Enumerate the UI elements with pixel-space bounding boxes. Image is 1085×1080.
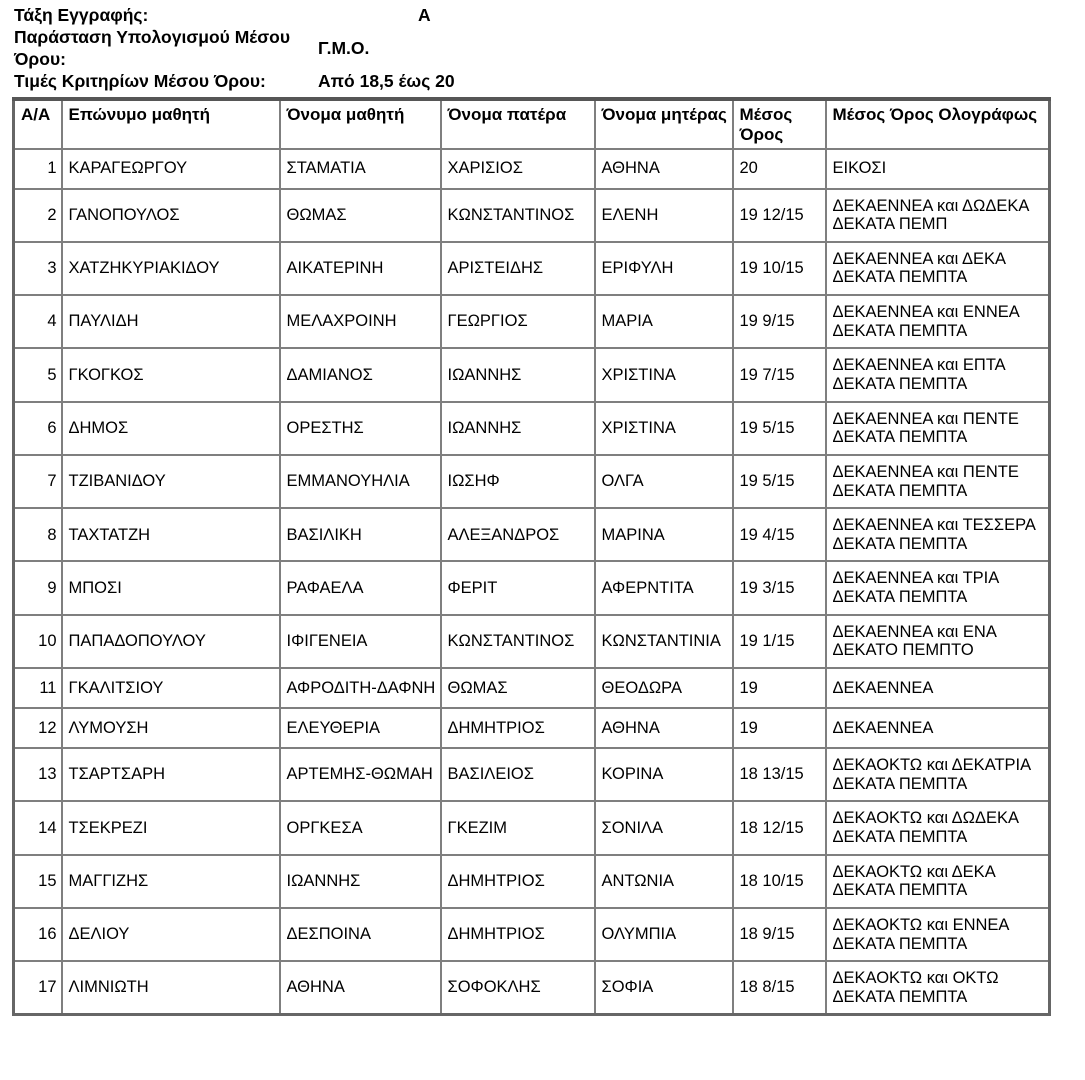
- mother-name-cell: ΧΡΙΣΤΙΝΑ: [595, 402, 733, 455]
- average-cell: 20: [733, 149, 826, 189]
- mother-name-cell: ΣΟΝΙΛΑ: [595, 801, 733, 854]
- mother-name-cell: ΑΦΕΡΝΤΙΤΑ: [595, 561, 733, 614]
- average-cell: 19 9/15: [733, 295, 826, 348]
- average-cell: 18 8/15: [733, 961, 826, 1015]
- average-cell: 19: [733, 668, 826, 708]
- student-name-cell: ΑΙΚΑΤΕΡΙΝΗ: [280, 242, 441, 295]
- average-words-cell: ΕΙΚΟΣΙ: [826, 149, 1050, 189]
- mother-name-cell: ΣΟΦΙΑ: [595, 961, 733, 1015]
- surname-cell: ΓΚΟΓΚΟΣ: [62, 348, 280, 401]
- average-words-cell: ΔΕΚΑΟΚΤΩ και ΕΝΝΕΑ ΔΕΚΑΤΑ ΠΕΜΠΤΑ: [826, 908, 1050, 961]
- surname-cell: ΛΥΜΟΥΣΗ: [62, 708, 280, 748]
- table-body: [14, 149, 1050, 1015]
- surname-cell: ΤΖΙΒΑΝΙΔΟΥ: [62, 455, 280, 508]
- criteria-range-label: Τιμές Κριτηρίων Μέσου Όρου:: [14, 70, 266, 91]
- table-row: [14, 348, 1050, 401]
- row-number-cell: 11: [14, 668, 62, 708]
- average-words-cell: ΔΕΚΑΕΝΝΕΑ και ΕΝΑ ΔΕΚΑΤΟ ΠΕΜΠΤΟ: [826, 615, 1050, 668]
- row-number-cell: 10: [14, 615, 62, 668]
- average-formula-label: Παράσταση Υπολογισμού Μέσου Όρου:: [14, 26, 291, 69]
- average-formula-value: Γ.Μ.Ο.: [318, 37, 370, 58]
- table-row: [14, 908, 1050, 961]
- father-name-cell: ΚΩΝΣΤΑΝΤΙΝΟΣ: [441, 615, 595, 668]
- student-name-cell: ΜΕΛΑΧΡΟΙΝΗ: [280, 295, 441, 348]
- average-words-cell: ΔΕΚΑΕΝΝΕΑ και ΤΡΙΑ ΔΕΚΑΤΑ ΠΕΜΠΤΑ: [826, 561, 1050, 614]
- surname-cell: ΓΑΝΟΠΟΥΛΟΣ: [62, 189, 280, 242]
- table-row: [14, 508, 1050, 561]
- col-header-mother-name: Όνομα μητέρας: [595, 99, 733, 149]
- student-name-cell: ΙΦΙΓΕΝΕΙΑ: [280, 615, 441, 668]
- mother-name-cell: ΑΘΗΝΑ: [595, 149, 733, 189]
- registration-class-label: Τάξη Εγγραφής:: [14, 5, 149, 25]
- mother-name-cell: ΑΘΗΝΑ: [595, 708, 733, 748]
- father-name-cell: ΚΩΝΣΤΑΝΤΙΝΟΣ: [441, 189, 595, 242]
- average-words-cell: ΔΕΚΑΕΝΝΕΑ και ΕΠΤΑ ΔΕΚΑΤΑ ΠΕΜΠΤΑ: [826, 348, 1050, 401]
- father-name-cell: ΓΕΩΡΓΙΟΣ: [441, 295, 595, 348]
- table-row: [14, 189, 1050, 242]
- surname-cell: ΧΑΤΖΗΚΥΡΙΑΚΙΔΟΥ: [62, 242, 280, 295]
- table-row: [14, 668, 1050, 708]
- average-words-cell: ΔΕΚΑΟΚΤΩ και ΟΚΤΩ ΔΕΚΑΤΑ ΠΕΜΠΤΑ: [826, 961, 1050, 1015]
- meta-row-registration-class: [14, 5, 1085, 27]
- col-header-surname: Επώνυμο μαθητή: [62, 99, 280, 149]
- average-words-cell: ΔΕΚΑΕΝΝΕΑ και ΔΕΚΑ ΔΕΚΑΤΑ ΠΕΜΠΤΑ: [826, 242, 1050, 295]
- student-name-cell: ΑΦΡΟΔΙΤΗ-ΔΑΦΝΗ: [280, 668, 441, 708]
- mother-name-cell: ΚΟΡΙΝΑ: [595, 748, 733, 801]
- student-name-cell: ΑΘΗΝΑ: [280, 961, 441, 1015]
- mother-name-cell: ΧΡΙΣΤΙΝΑ: [595, 348, 733, 401]
- average-cell: 19 7/15: [733, 348, 826, 401]
- col-header-student-name: Όνομα μαθητή: [280, 99, 441, 149]
- mother-name-cell: ΚΩΝΣΤΑΝΤΙΝΙΑ: [595, 615, 733, 668]
- grades-table: [12, 97, 1051, 1017]
- row-number-cell: 7: [14, 455, 62, 508]
- father-name-cell: ΔΗΜΗΤΡΙΟΣ: [441, 855, 595, 908]
- mother-name-cell: ΕΛΕΝΗ: [595, 189, 733, 242]
- mother-name-cell: ΜΑΡΙΝΑ: [595, 508, 733, 561]
- surname-cell: ΔΕΛΙΟΥ: [62, 908, 280, 961]
- father-name-cell: ΒΑΣΙΛΕΙΟΣ: [441, 748, 595, 801]
- student-name-cell: ΘΩΜΑΣ: [280, 189, 441, 242]
- mother-name-cell: ΑΝΤΩΝΙΑ: [595, 855, 733, 908]
- surname-cell: ΤΣΑΡΤΣΑΡΗ: [62, 748, 280, 801]
- col-header-average: Μέσος Όρος: [733, 99, 826, 149]
- row-number-cell: 4: [14, 295, 62, 348]
- father-name-cell: ΑΡΙΣΤΕΙΔΗΣ: [441, 242, 595, 295]
- mother-name-cell: ΟΛΥΜΠΙΑ: [595, 908, 733, 961]
- row-number-cell: 2: [14, 189, 62, 242]
- surname-cell: ΠΑΥΛΙΔΗ: [62, 295, 280, 348]
- row-number-cell: 1: [14, 149, 62, 189]
- table-row: [14, 961, 1050, 1015]
- average-words-cell: ΔΕΚΑΕΝΝΕΑ: [826, 668, 1050, 708]
- student-name-cell: ΒΑΣΙΛΙΚΗ: [280, 508, 441, 561]
- row-number-cell: 13: [14, 748, 62, 801]
- registration-class-value: Α: [418, 5, 431, 25]
- criteria-range-value: Από 18,5 έως 20: [318, 70, 455, 91]
- average-words-cell: ΔΕΚΑΟΚΤΩ και ΔΕΚΑΤΡΙΑ ΔΕΚΑΤΑ ΠΕΜΠΤΑ: [826, 748, 1050, 801]
- average-words-cell: ΔΕΚΑΕΝΝΕΑ και ΕΝΝΕΑ ΔΕΚΑΤΑ ΠΕΜΠΤΑ: [826, 295, 1050, 348]
- average-words-cell: ΔΕΚΑΕΝΝΕΑ: [826, 708, 1050, 748]
- surname-cell: ΜΑΓΓΙΖΗΣ: [62, 855, 280, 908]
- surname-cell: ΓΚΑΛΙΤΣΙΟΥ: [62, 668, 280, 708]
- table-row: [14, 561, 1050, 614]
- average-cell: 19 3/15: [733, 561, 826, 614]
- average-cell: 18 9/15: [733, 908, 826, 961]
- average-cell: 18 12/15: [733, 801, 826, 854]
- row-number-cell: 12: [14, 708, 62, 748]
- average-cell: 19 12/15: [733, 189, 826, 242]
- surname-cell: ΚΑΡΑΓΕΩΡΓΟΥ: [62, 149, 280, 189]
- average-cell: 19 5/15: [733, 455, 826, 508]
- col-header-row-number: Α/Α: [14, 99, 62, 149]
- row-number-cell: 8: [14, 508, 62, 561]
- father-name-cell: ΙΩΑΝΝΗΣ: [441, 348, 595, 401]
- surname-cell: ΜΠΟΣΙ: [62, 561, 280, 614]
- student-name-cell: ΣΤΑΜΑΤΙΑ: [280, 149, 441, 189]
- average-cell: 19 10/15: [733, 242, 826, 295]
- mother-name-cell: ΕΡΙΦΥΛΗ: [595, 242, 733, 295]
- father-name-cell: ΦΕΡΙΤ: [441, 561, 595, 614]
- student-name-cell: ΙΩΑΝΝΗΣ: [280, 855, 441, 908]
- father-name-cell: ΔΗΜΗΤΡΙΟΣ: [441, 908, 595, 961]
- table-row: [14, 149, 1050, 189]
- table-header-row: [14, 99, 1050, 149]
- row-number-cell: 6: [14, 402, 62, 455]
- average-words-cell: ΔΕΚΑΕΝΝΕΑ και ΠΕΝΤΕ ΔΕΚΑΤΑ ΠΕΜΠΤΑ: [826, 402, 1050, 455]
- surname-cell: ΠΑΠΑΔΟΠΟΥΛΟΥ: [62, 615, 280, 668]
- father-name-cell: ΙΩΣΗΦ: [441, 455, 595, 508]
- row-number-cell: 5: [14, 348, 62, 401]
- father-name-cell: ΙΩΑΝΝΗΣ: [441, 402, 595, 455]
- surname-cell: ΤΑΧΤΑΤΖΗ: [62, 508, 280, 561]
- average-words-cell: ΔΕΚΑΟΚΤΩ και ΔΩΔΕΚΑ ΔΕΚΑΤΑ ΠΕΜΠΤΑ: [826, 801, 1050, 854]
- mother-name-cell: ΘΕΟΔΩΡΑ: [595, 668, 733, 708]
- average-cell: 19: [733, 708, 826, 748]
- student-name-cell: ΡΑΦΑΕΛΑ: [280, 561, 441, 614]
- father-name-cell: ΧΑΡΙΣΙΟΣ: [441, 149, 595, 189]
- row-number-cell: 9: [14, 561, 62, 614]
- student-name-cell: ΟΡΓΚΕΣΑ: [280, 801, 441, 854]
- student-name-cell: ΔΑΜΙΑΝΟΣ: [280, 348, 441, 401]
- row-number-cell: 3: [14, 242, 62, 295]
- student-name-cell: ΕΛΕΥΘΕΡΙΑ: [280, 708, 441, 748]
- average-words-cell: ΔΕΚΑΕΝΝΕΑ και ΠΕΝΤΕ ΔΕΚΑΤΑ ΠΕΜΠΤΑ: [826, 455, 1050, 508]
- meta-row-average-formula: [14, 27, 1085, 71]
- average-cell: 18 13/15: [733, 748, 826, 801]
- father-name-cell: ΔΗΜΗΤΡΙΟΣ: [441, 708, 595, 748]
- table-row: [14, 242, 1050, 295]
- table-row: [14, 708, 1050, 748]
- row-number-cell: 14: [14, 801, 62, 854]
- average-cell: 19 5/15: [733, 402, 826, 455]
- father-name-cell: ΘΩΜΑΣ: [441, 668, 595, 708]
- father-name-cell: ΑΛΕΞΑΝΔΡΟΣ: [441, 508, 595, 561]
- table-row: [14, 748, 1050, 801]
- table-head: [14, 99, 1050, 149]
- student-name-cell: ΕΜΜΑΝΟΥΗΛΙΑ: [280, 455, 441, 508]
- mother-name-cell: ΜΑΡΙΑ: [595, 295, 733, 348]
- average-cell: 19 1/15: [733, 615, 826, 668]
- table-row: [14, 855, 1050, 908]
- father-name-cell: ΓΚΕΖΙΜ: [441, 801, 595, 854]
- table-row: [14, 615, 1050, 668]
- student-name-cell: ΔΕΣΠΟΙΝΑ: [280, 908, 441, 961]
- table-row: [14, 801, 1050, 854]
- average-cell: 18 10/15: [733, 855, 826, 908]
- table-row: [14, 295, 1050, 348]
- student-name-cell: ΟΡΕΣΤΗΣ: [280, 402, 441, 455]
- col-header-father-name: Όνομα πατέρα: [441, 99, 595, 149]
- table-row: [14, 402, 1050, 455]
- row-number-cell: 15: [14, 855, 62, 908]
- average-words-cell: ΔΕΚΑΕΝΝΕΑ και ΔΩΔΕΚΑ ΔΕΚΑΤΑ ΠΕΜΠ: [826, 189, 1050, 242]
- col-header-average-words: Μέσος Όρος Ολογράφως: [826, 99, 1050, 149]
- student-name-cell: ΑΡΤΕΜΗΣ-ΘΩΜΑΗ: [280, 748, 441, 801]
- table-row: [14, 455, 1050, 508]
- average-cell: 19 4/15: [733, 508, 826, 561]
- row-number-cell: 16: [14, 908, 62, 961]
- report-meta: [0, 0, 1085, 97]
- meta-row-criteria-range: [14, 71, 1085, 93]
- average-words-cell: ΔΕΚΑΕΝΝΕΑ και ΤΕΣΣΕΡΑ ΔΕΚΑΤΑ ΠΕΜΠΤΑ: [826, 508, 1050, 561]
- mother-name-cell: ΟΛΓΑ: [595, 455, 733, 508]
- father-name-cell: ΣΟΦΟΚΛΗΣ: [441, 961, 595, 1015]
- row-number-cell: 17: [14, 961, 62, 1015]
- surname-cell: ΤΣΕΚΡΕΖΙ: [62, 801, 280, 854]
- average-words-cell: ΔΕΚΑΟΚΤΩ και ΔΕΚΑ ΔΕΚΑΤΑ ΠΕΜΠΤΑ: [826, 855, 1050, 908]
- surname-cell: ΔΗΜΟΣ: [62, 402, 280, 455]
- surname-cell: ΛΙΜΝΙΩΤΗ: [62, 961, 280, 1015]
